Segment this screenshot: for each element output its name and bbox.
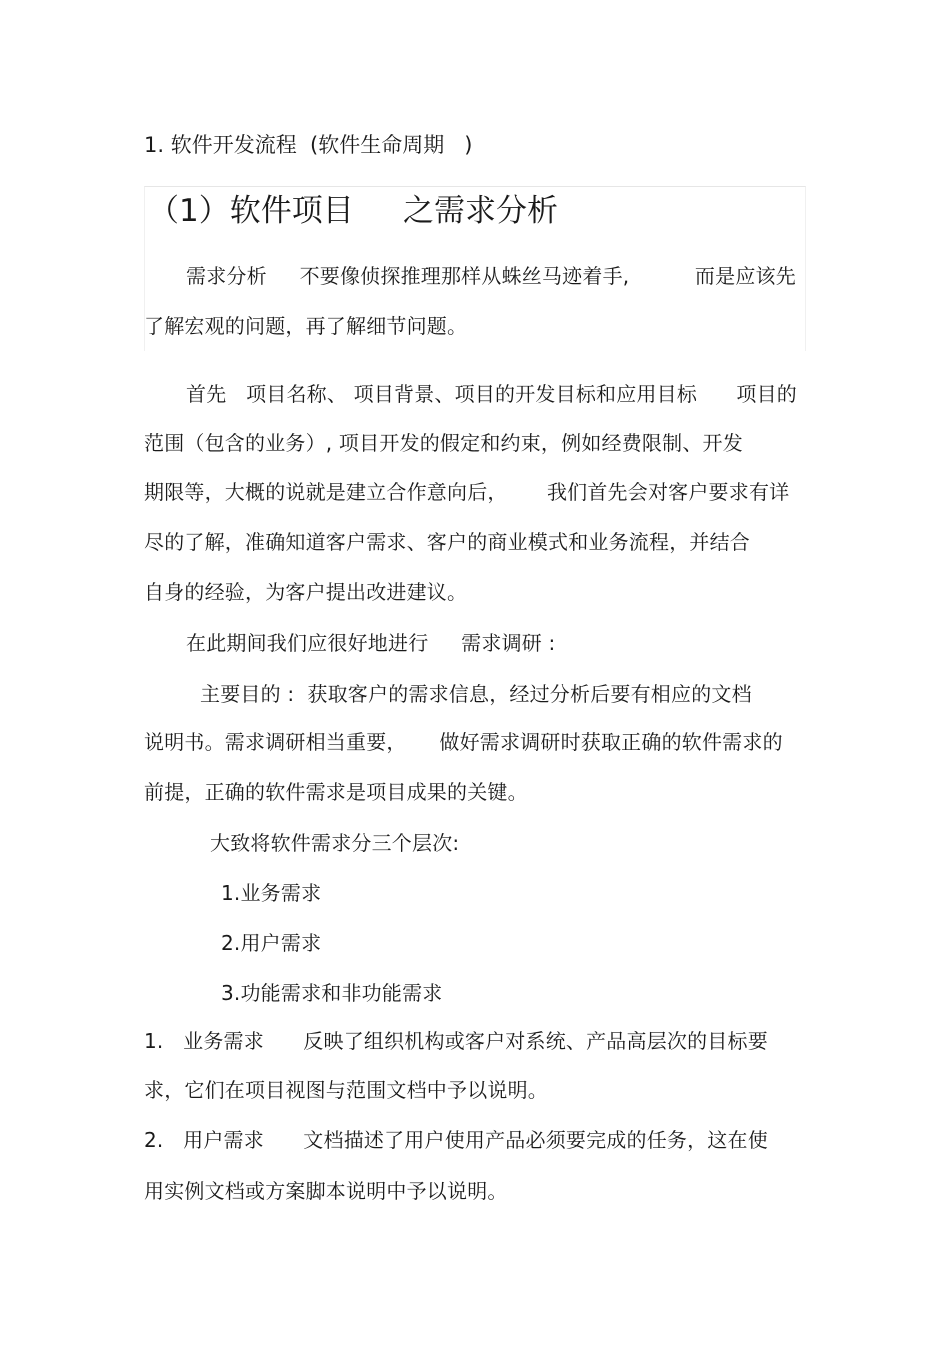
document-title: 1. 软件开发流程 (软件生命周期 )	[144, 133, 473, 157]
paragraph-line: 自身的经验，为客户提出改进建议。	[144, 580, 468, 604]
purpose-line: 主要目的 : 获取客户的需求信息，经过分析后要有相应的文档	[200, 682, 752, 706]
definition-line: 用实例文档或方案脚本说明中予以说明。	[144, 1179, 508, 1203]
definition-line: 2. 用户需求 文档描述了用户使用产品必须要完成的任务，这在使	[144, 1128, 768, 1152]
paragraph-line: 尽的了解，准确知道客户需求、客户的商业模式和业务流程，并结合	[144, 530, 750, 554]
level-item: 3.功能需求和非功能需求	[221, 981, 443, 1005]
intro-line: 需求分析 不要像侦探推理那样从蛛丝马迹着手, 而是应该先	[186, 264, 796, 288]
section-heading: （1）软件项目 之需求分析	[148, 193, 558, 229]
level-item: 2.用户需求	[221, 931, 322, 955]
purpose-line: 前提，正确的软件需求是项目成果的关键。	[144, 780, 528, 804]
definition-line: 1. 业务需求 反映了组织机构或客户对系统、产品高层次的目标要	[144, 1029, 768, 1053]
purpose-line: 说明书。需求调研相当重要， 做好需求调研时获取正确的软件需求的	[144, 730, 783, 754]
level-item: 1.业务需求	[221, 881, 322, 905]
levels-intro: 大致将软件需求分三个层次:	[210, 831, 460, 855]
intro-line: 了解宏观的问题，再了解细节问题。	[144, 314, 468, 338]
research-intro: 在此期间我们应很好地进行 需求调研 :	[186, 631, 556, 655]
definition-line: 求，它们在项目视图与范围文档中予以说明。	[144, 1078, 548, 1102]
paragraph-line: 首先 项目名称、 项目背景、项目的开发目标和应用目标 项目的	[186, 382, 797, 406]
paragraph-line: 期限等，大概的说就是建立合作意向后， 我们首先会对客户要求有详	[144, 480, 790, 504]
paragraph-line: 范围（包含的业务）, 项目开发的假定和约束，例如经费限制、开发	[144, 431, 743, 455]
